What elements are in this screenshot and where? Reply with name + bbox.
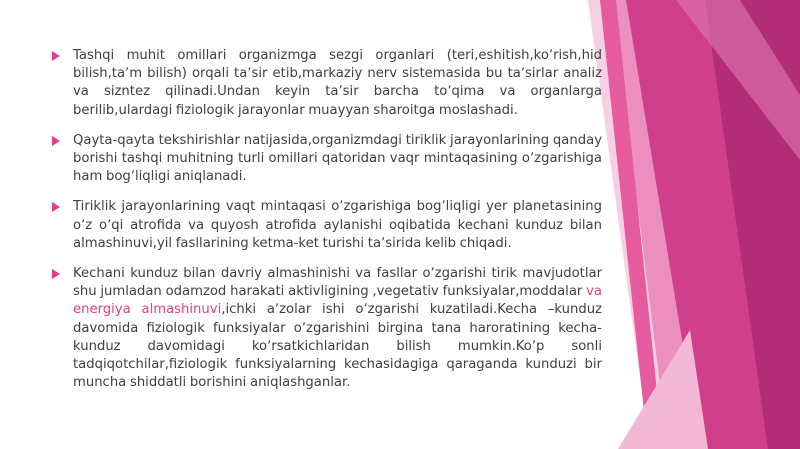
bullet-text	[73, 265, 602, 392]
bullet-text: Qayta-qayta tekshirishlar natijasida,organizmdagi tiriklik jarayonlarining qanday borishi tashqi muhitning turli omillari qatoridan vaqr mintaqasining oʼzgarishiga ham bogʼliqligi aniqlanadi.	[73, 132, 602, 185]
bullet-list	[52, 47, 602, 404]
triangle-right-icon	[52, 51, 60, 61]
bullet-text-segment: ,ichki aʼzolar ishi oʼzgarishi kuzatiladi.Kecha –kunduz davomida fiziologik funksiyalar oʼzgarishini birgina tana haroratining kecha-kunduz davomidagi koʼrsatkichlaridan bilish mumkin.Koʼp sonli tadqiqotchilar,fiziologik funksiyalarning kechasidagiga qaraganda kunduzi bir muncha shiddatli borishini aniqlashganlar.	[73, 302, 602, 391]
triangle-right-icon	[52, 136, 60, 146]
bullet-text: Tiriklik jarayonlarining vaqt mintaqasi oʼzgarishiga bogʼliqligi yer planetasining oʼz oʼqi atrofida va quyosh atrofida aylanishi oqibatida kechani kunduz bilan almashinuvi,yil fasllarining ketma-ket turishi taʼsirida kelib chiqadi.	[73, 199, 602, 251]
bullet-text-segment: Kechani kunduz bilan davriy almashinishi va fasllar oʼzgarishi tirik mavjudotlar shu jumladan odamzod harakati aktivligining ,vegetativ funksiyalar,moddalar	[73, 266, 602, 300]
bullet-text: Tashqi muhit omillari organizmga sezgi organlari (teri,eshitish,koʼrish,hid bilish,taʼm bilish) orqali taʼsir etib,markaziy nerv sistemasida bu taʼsirlar analiz va sizntez qilinadi.Undan keyin taʼsir barcha toʼqima va organlarga berilib,ulardagi fiziologik jarayonlar muayyan sharoitga moslashadi.	[73, 48, 602, 118]
bullet-item	[52, 47, 602, 120]
bullet-item	[52, 132, 602, 187]
triangle-right-icon	[52, 269, 60, 279]
triangle-right-icon	[52, 202, 60, 212]
highlighted-text: va energiya almashinuvi	[73, 284, 602, 318]
bullet-item	[52, 198, 602, 253]
bullet-item	[52, 265, 602, 392]
